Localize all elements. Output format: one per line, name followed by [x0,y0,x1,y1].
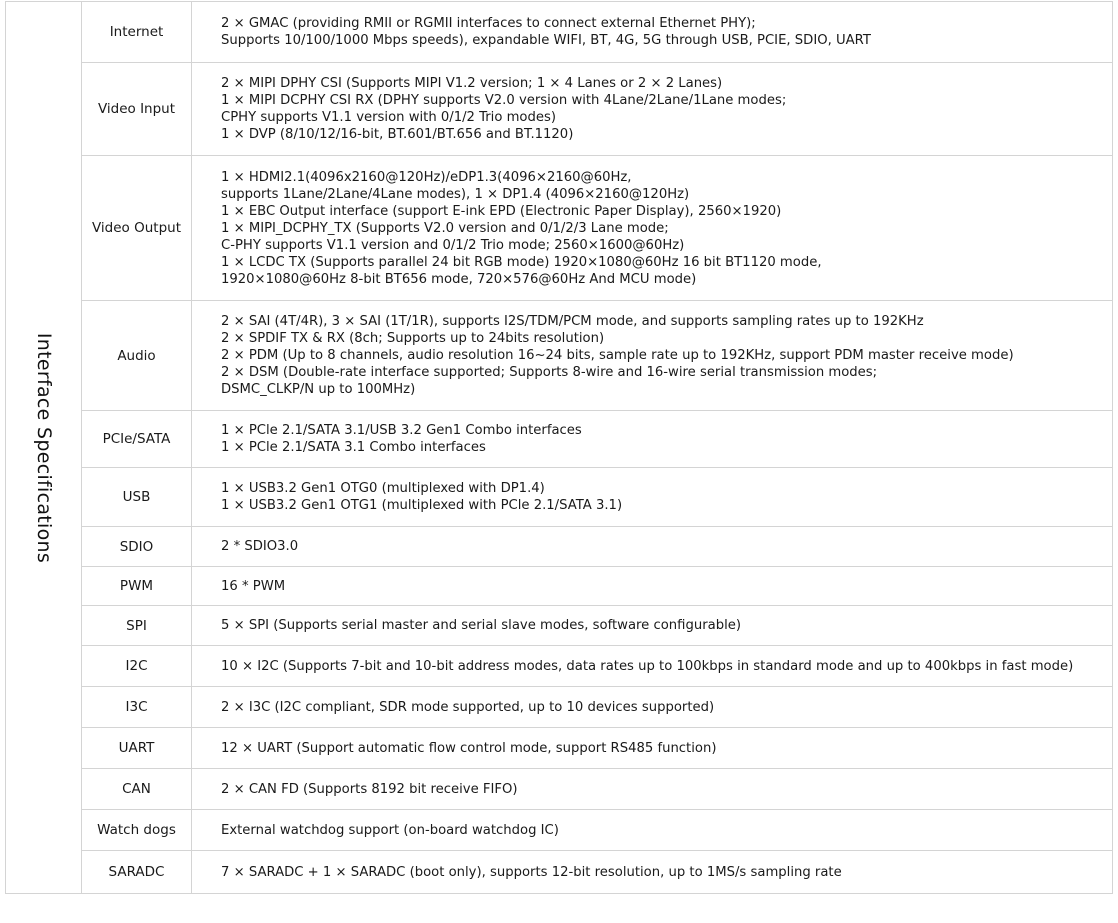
description-line: 1 × DVP (8/10/12/16-bit, BT.601/BT.656 and BT.1120) [221,127,574,142]
description-line: 2 × DSM (Double-rate interface supported; Supports 8-wire and 16-wire serial transmission modes; [221,365,878,380]
description-cell [192,301,1113,411]
description-line: External watchdog support (on-board watchdog IC) [221,822,559,838]
description-line: 7 × SARADC + 1 × SARADC (boot only), supports 12-bit resolution, up to 1MS/s sampling rate [221,864,842,880]
spec-row [6,810,1113,851]
description-cell [192,156,1113,301]
category-cell: Video Output [82,156,192,301]
description-cell [192,851,1113,894]
description-line: supports 1Lane/2Lane/4Lane modes), 1 × DP1.4 (4096×2160@120Hz) [221,186,690,202]
description-line: DSMC_CLKP/N up to 100MHz) [221,382,416,397]
spec-row [6,769,1113,810]
section-group-cell [6,2,82,894]
description-line: 1 × HDMI2.1(4096x2160@120Hz)/eDP1.3(4096×2160@60Hz, [221,169,632,185]
description-line: 16 * PWM [221,578,286,594]
description-line: 10 × I2C (Supports 7-bit and 10-bit address modes, data rates up to 100kbps in standard mode and up to 400kbps in fast mode) [221,658,1074,674]
category-cell: Watch dogs [82,810,192,851]
spec-row [6,527,1113,567]
description-line: 1 × EBC Output interface (support E-ink EPD (Electronic Paper Display), 2560×1920) [221,203,782,219]
category-cell: PWM [82,567,192,606]
spec-row [6,606,1113,646]
description-cell [192,769,1113,810]
description-cell [192,527,1113,567]
spec-row [6,687,1113,728]
spec-row [6,851,1113,894]
description-line: 12 × UART (Support automatic flow control mode, support RS485 function) [221,740,717,756]
description-line: 1 × PCle 2.1/SATA 3.1 Combo interfaces [221,440,486,455]
description-line: 2 × CAN FD (Supports 8192 bit receive FIFO) [221,781,518,797]
category-cell: Video Input [82,63,192,156]
spec-row [6,63,1113,156]
description-cell [192,468,1113,527]
description-line: 2 * SDIO3.0 [221,539,299,554]
category-cell: UART [82,728,192,769]
spec-row [6,301,1113,411]
description-line: CPHY supports V1.1 version with 0/1/2 Trio modes) [221,110,556,125]
description-cell [192,687,1113,728]
description-line: 2 × SPDIF TX & RX (8ch; Supports up to 24bits resolution) [221,331,605,346]
description-cell [192,728,1113,769]
spec-table-body [6,2,1113,894]
description-line: 1920×1080@60Hz 8-bit BT656 mode, 720×576@60Hz And MCU mode) [221,271,697,287]
section-title: Interface Specifications [32,332,55,563]
spec-row [6,468,1113,527]
description-cell [192,810,1113,851]
description-cell [192,646,1113,687]
category-cell: Audio [82,301,192,411]
description-cell [192,63,1113,156]
description-line: 1 × MIPI_DCPHY_TX (Supports V2.0 version and 0/1/2/3 Lane mode; [221,220,669,236]
spec-row [6,2,1113,63]
description-cell [192,411,1113,468]
spec-row [6,411,1113,468]
description-line: 1 × USB3.2 Gen1 OTG1 (multiplexed with PCle 2.1/SATA 3.1) [221,498,623,513]
category-cell: SARADC [82,851,192,894]
spec-row [6,156,1113,301]
description-line: 1 × MIPI DCPHY CSI RX (DPHY supports V2.0 version with 4Lane/2Lane/1Lane modes; [221,93,787,108]
description-line: 2 × GMAC (providing RMII or RGMII interfaces to connect external Ethernet PHY); [221,16,756,31]
category-cell: USB [82,468,192,527]
description-line: 2 × I3C (I2C compliant, SDR mode supported, up to 10 devices supported) [221,699,715,715]
description-cell [192,567,1113,606]
description-line: 5 × SPI (Supports serial master and serial slave modes, software configurable) [221,618,741,633]
description-cell [192,606,1113,646]
spec-row [6,646,1113,687]
interface-specifications-table [5,1,1113,894]
category-cell: SDIO [82,527,192,567]
spec-row [6,567,1113,606]
description-cell [192,2,1113,63]
description-line: 1 × PCle 2.1/SATA 3.1/USB 3.2 Gen1 Combo interfaces [221,423,582,438]
category-cell: CAN [82,769,192,810]
description-line: 1 × USB3.2 Gen1 OTG0 (multiplexed with DP1.4) [221,481,545,496]
description-line: 2 × PDM (Up to 8 channels, audio resolution 16~24 bits, sample rate up to 192KHz, support PDM master receive mode) [221,348,1014,363]
description-line: 2 × SAI (4T/4R), 3 × SAI (1T/1R), supports I2S/TDM/PCM mode, and supports sampling rates up to 192KHz [221,314,924,329]
description-line: C-PHY supports V1.1 version and 0/1/2 Trio mode; 2560×1600@60Hz) [221,237,685,253]
category-cell: SPI [82,606,192,646]
category-cell: Internet [82,2,192,63]
category-cell: I3C [82,687,192,728]
description-line: Supports 10/100/1000 Mbps speeds), expandable WIFI, BT, 4G, 5G through USB, PCIE, SDIO, UART [221,33,871,48]
spec-row [6,728,1113,769]
description-line: 2 × MIPI DPHY CSI (Supports MIPI V1.2 version; 1 × 4 Lanes or 2 × 2 Lanes) [221,76,723,91]
description-line: 1 × LCDC TX (Supports parallel 24 bit RGB mode) 1920×1080@60Hz 16 bit BT1120 mode, [221,254,822,270]
category-cell: PCIe/SATA [82,411,192,468]
category-cell: I2C [82,646,192,687]
